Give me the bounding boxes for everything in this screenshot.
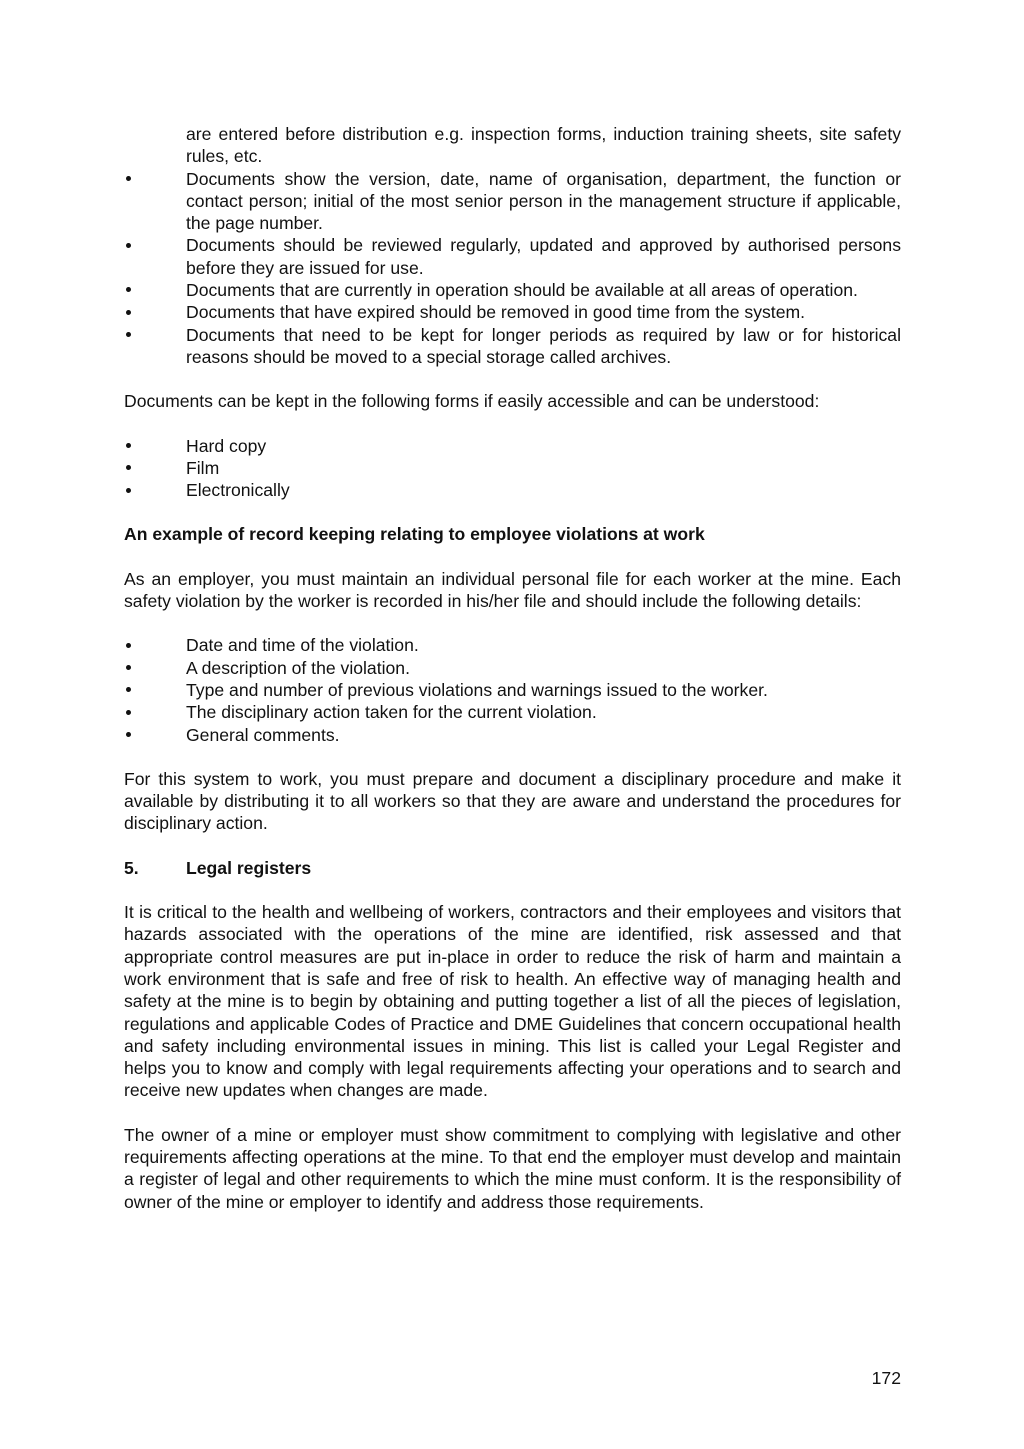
violation-details-list [124, 634, 901, 745]
document-page [124, 123, 901, 1213]
list-item-text: Type and number of previous violations and warnings issued to the worker. [186, 679, 768, 700]
list-item-text: Documents show the version, date, name of organisation, department, the function or contact person; initial of the most senior person in the management structure if applicable, the page number. [186, 168, 901, 234]
list-item [124, 634, 901, 656]
bullet-icon [126, 634, 136, 656]
list-item [124, 701, 901, 723]
bullet-icon [126, 724, 136, 746]
bullet-icon [126, 679, 136, 701]
list-item [124, 301, 901, 323]
employer-paragraph: As an employer, you must maintain an individual personal file for each worker at the mine. Each safety violation by the worker is recorded in his/her file and should include the following details: [124, 568, 901, 612]
list-item-text: Documents that are currently in operation should be available at all areas of operation. [186, 280, 858, 301]
list-item [124, 724, 901, 746]
list-item [124, 168, 901, 235]
forms-intro: Documents can be kept in the following forms if easily accessible and can be understood: [124, 391, 820, 412]
section-number: 5. [124, 857, 139, 878]
legal-paragraph-2: The owner of a mine or employer must show commitment to complying with legislative and other requirements affecting operations at the mine. To that end the employer must develop and maintain a register of legal and other requirements to which the mine must conform. It is the responsibility of owner of the mine or employer to identify and address those requirements. [124, 1124, 901, 1212]
bullet-icon [126, 701, 136, 723]
bullet-icon [126, 657, 136, 679]
list-item-text: Documents that have expired should be removed in good time from the system. [186, 302, 806, 323]
section-title: Legal registers [186, 857, 312, 878]
bullet-icon [126, 435, 136, 457]
list-item-text: Electronically [186, 480, 290, 501]
list-item-text: A description of the violation. [186, 657, 410, 678]
bullet-icon [126, 457, 136, 479]
list-item-text: Documents that need to be kept for longer periods as required by law or for historical reasons should be moved to a special storage called archives. [186, 324, 901, 367]
list-item [124, 657, 901, 679]
list-item-text: Film [186, 457, 220, 478]
list-item-text: The disciplinary action taken for the current violation. [186, 702, 597, 723]
bullet-icon [126, 324, 136, 346]
list-item-text: Date and time of the violation. [186, 635, 419, 656]
storage-forms-list [124, 435, 901, 502]
bullet-icon [126, 279, 136, 301]
system-paragraph: For this system to work, you must prepare and document a disciplinary procedure and make it available by distributing it to all workers so that they are aware and understand the procedures for disciplinary action. [124, 768, 901, 834]
list-item [124, 279, 901, 301]
continuation-text: are entered before distribution e.g. inspection forms, induction training sheets, site safety rules, etc. [186, 124, 901, 167]
bullet-icon [126, 301, 136, 323]
document-requirements-list [124, 168, 901, 369]
list-item [124, 234, 901, 279]
bullet-icon [126, 234, 136, 256]
bullet-icon [126, 168, 136, 190]
list-item-text: General comments. [186, 724, 340, 745]
list-item-text: Hard copy [186, 435, 267, 456]
bullet-icon [126, 479, 136, 501]
list-item-text: Documents should be reviewed regularly, updated and approved by authorised persons before they are issued for use. [186, 235, 901, 278]
list-item [124, 457, 901, 479]
list-item [124, 324, 901, 369]
example-heading: An example of record keeping relating to employee violations at work [124, 524, 705, 545]
list-item [124, 679, 901, 701]
list-item [124, 435, 901, 457]
list-item [124, 479, 901, 501]
section-heading [124, 857, 901, 879]
page-number: 172 [871, 1368, 901, 1388]
legal-paragraph-1: It is critical to the health and wellbeing of workers, contractors and their employees and visitors that hazards associated with the operations of the mine are identified, risk assessed and that appropriate control measures are put in-place in order to reduce the risk of harm and maintain a work environment that is safe and free of risk to health. An effective way of managing health and safety at the mine is to begin by obtaining and putting together a list of all the pieces of legislation, regulations and applicable Codes of Practice and DME Guidelines that concern occupational health and safety including environmental issues in mining. This list is called your Legal Register and helps you to know and comply with legal requirements affecting your operations and to search and receive new updates when changes are made. [124, 902, 901, 1101]
